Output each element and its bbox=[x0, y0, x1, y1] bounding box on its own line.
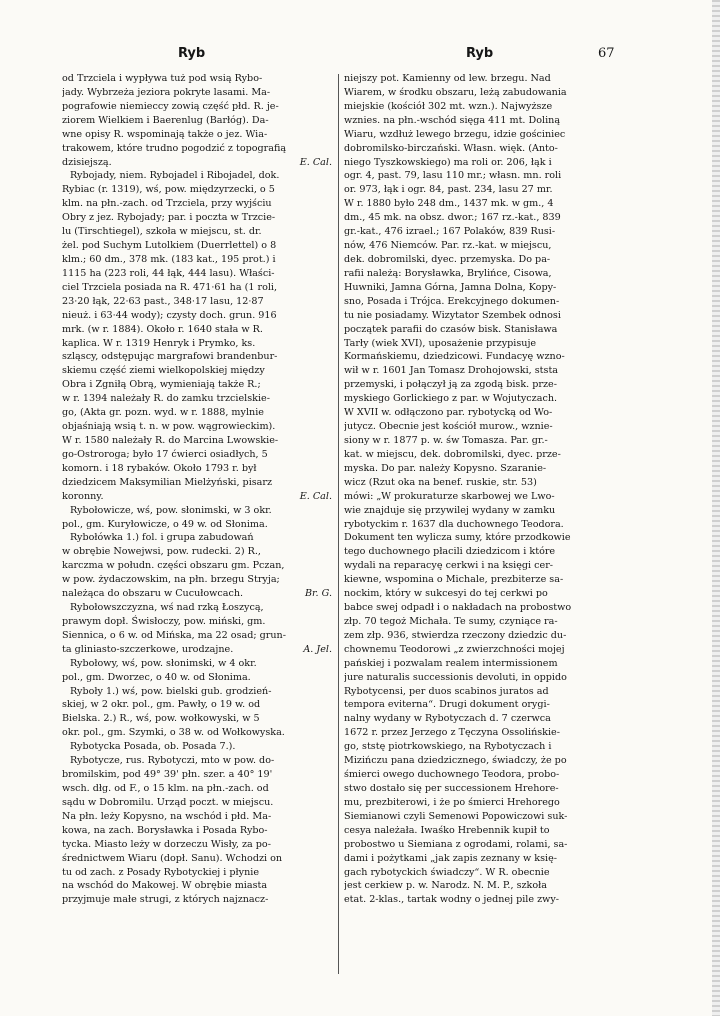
text-line: pol., gm. Dworzec, o 40 w. od Słonima. bbox=[62, 671, 251, 683]
text-line: klm. na płn.-zach. od Trzciela, przy wyjściu bbox=[62, 198, 272, 210]
text-line: mu, prezbiterowi, i że po śmierci Hrehorego bbox=[344, 796, 560, 808]
text-line: wsch. dłg. od F., o 15 klm. na płn.-zach. od bbox=[62, 783, 269, 795]
text-line: pol., gm. Kuryłowicze, o 49 w. od Słonima. bbox=[62, 518, 268, 530]
page-number: 67 bbox=[598, 46, 615, 61]
scan-edge bbox=[712, 0, 720, 1016]
text-line: złp. 70 tegoż Michała. Te sumy, czyniące ra- bbox=[344, 615, 558, 627]
text-line: Rybołowszczyzna, wś nad rzką Łoszycą, bbox=[70, 602, 264, 614]
text-line: myskiego Gorlickiego z par. w Wojutyczach. bbox=[344, 393, 558, 405]
running-head-right: Ryb bbox=[466, 46, 494, 61]
line-text: dzisiejszą. bbox=[62, 156, 112, 168]
text-line: Mizińczu pana dziedzicznego, świadczy, że po bbox=[344, 755, 567, 767]
line-text: ta gliniasto-szczerkowe, urodzajne. bbox=[62, 643, 234, 655]
text-line: jure naturalis successionis devoluti, in oppido bbox=[344, 671, 567, 683]
running-head-left: Ryb bbox=[178, 46, 206, 61]
text-line bbox=[62, 490, 332, 504]
text-line: zem złp. 936, stwierdza rzeczony dziedzic du- bbox=[344, 629, 567, 641]
text-line: Na płn. leży Kopysno, na wschód i płd. Ma- bbox=[62, 810, 272, 822]
text-line: gr.-kat., 476 izrael.; 167 Polaków, 839 Rusi- bbox=[344, 226, 556, 238]
text-line: skiej, w 2 okr. pol., gm. Pawły, o 19 w. od bbox=[62, 699, 261, 711]
text-line: 1672 r. przez Jerzego z Tęczyna Ossolińskie- bbox=[344, 727, 560, 739]
text-line: w obrębie Nowejwsi, pow. rudecki. 2) R., bbox=[62, 546, 261, 558]
text-line: go-Ostroroga; było 17 ćwierci osiadłych, 5 bbox=[62, 448, 268, 460]
text-line: jest cerkiew p. w. Narodz. N. M. P., szkoła bbox=[344, 880, 547, 892]
author-signature: E. Cal. bbox=[299, 156, 332, 168]
text-line: babce swej odpadł i o nakładach na probostwo bbox=[344, 602, 572, 614]
text-line: dami i pożytkami „jak zapis zeznany w księ- bbox=[344, 852, 557, 864]
text-line: go, (Akta gr. pozn. wyd. w r. 1888, mylnie bbox=[62, 407, 264, 419]
text-line: ziorem Wielkiem i Baerenlug (Barłóg). Da- bbox=[62, 114, 269, 126]
text-line: wie znajduje się przywilej wydany w zamku bbox=[344, 504, 556, 516]
text-line: etat. 2-klas., tartak wodny o jednej pile zwy- bbox=[344, 894, 560, 906]
text-line: kaplica. W r. 1319 Henryk i Prymko, ks. bbox=[62, 337, 256, 349]
text-line: tu od zach. z Posady Rybotyckiej i płynie bbox=[62, 866, 260, 878]
text-line: trakowem, które trudno pogodzić z topografią bbox=[62, 142, 287, 154]
text-line: Kormańskiemu, dziedzicowi. Fundacyę wzno- bbox=[344, 351, 565, 363]
text-line: W r. 1880 było 248 dm., 1437 mk. w gm., 4 bbox=[344, 198, 554, 210]
text-line: stwo dostało się per successionem Hrehore- bbox=[344, 783, 559, 795]
text-line: ogr. 4, past. 79, lasu 110 mr.; własn. mn. roli bbox=[344, 170, 562, 182]
text-line: mówi: „W prokuraturze skarbowej we Lwo- bbox=[344, 490, 555, 502]
text-line: początek parafii do czasów bisk. Stanisława bbox=[344, 323, 558, 335]
text-line: Rybojady, niem. Rybojadel i Ribojadel, dok. bbox=[70, 170, 280, 182]
text-line: wydali na reparacyę cerkwi i na księgi cer- bbox=[344, 560, 554, 572]
text-line: Wiaru, wzdłuż lewego brzegu, idzie gościniec bbox=[344, 128, 566, 140]
text-line: Obry z jez. Rybojady; par. i poczta w Trzcie- bbox=[62, 212, 276, 224]
line-text: należąca do obszaru w Cucułowcach. bbox=[62, 588, 244, 600]
text-line: cesya należała. Iwaśko Hrebennik kupił to bbox=[344, 824, 550, 836]
text-line: Siemianowi czyli Semenowi Popowiczowi suk- bbox=[344, 810, 568, 822]
text-line: probostwo u Siemiana z ogrodami, rolami, sa- bbox=[344, 838, 568, 850]
text-line: dziedzicem Maksymilian Mielżyński, pisarz bbox=[62, 476, 273, 488]
text-line: dm., 45 mk. na obsz. dwor.; 167 rz.-kat., 839 bbox=[344, 212, 561, 224]
text-line: sno, Posada i Trójca. Erekcyjnego dokumen- bbox=[344, 295, 560, 307]
text-line bbox=[62, 156, 332, 170]
text-line: komorn. i 18 rybaków. Około 1793 r. był bbox=[62, 462, 257, 474]
running-header bbox=[0, 46, 720, 68]
text-line: tu nie posiadamy. Wizytator Szembek odnosi bbox=[344, 309, 561, 321]
author-signature: E. Cal. bbox=[299, 490, 332, 502]
text-line: chownemu Teodorowi „z zwierzchności mojej bbox=[344, 643, 565, 655]
text-line: objaśniają wsią t. n. w pow. wągrowieckim). bbox=[62, 421, 276, 433]
text-line: tego duchownego płacili dziedzicom i które bbox=[344, 546, 556, 558]
text-line: go, ststę piotrkowskiego, na Rybotyczach i bbox=[344, 741, 552, 753]
text-line: przemyski, i połączył ją za zgodą bisk. prze- bbox=[344, 379, 557, 391]
text-line: siony w r. 1877 p. w. św Tomasza. Par. gr.- bbox=[344, 434, 548, 446]
text-line bbox=[62, 643, 332, 657]
text-line: klm.; 60 dm., 378 mk. (183 kat., 195 prot.) i bbox=[62, 253, 276, 265]
text-line: W XVII w. odłączono par. rybotycką od Wo- bbox=[344, 407, 553, 419]
author-signature: Br. G. bbox=[304, 588, 332, 600]
text-line: Huwniki, Jamna Górna, Jamna Dolna, Kopy- bbox=[344, 281, 557, 293]
text-line: bromilskim, pod 49° 39' płn. szer. a 40° 19' bbox=[62, 769, 273, 781]
text-line: śmierci owego duchownego Teodora, probo- bbox=[344, 769, 560, 781]
text-line: niejszy pot. Kamienny od lew. brzegu. Nad bbox=[344, 73, 551, 84]
text-line: jutycz. Obecnie jest kościół murow., wznie- bbox=[344, 421, 553, 433]
right-column bbox=[344, 72, 612, 907]
text-line: dobromilsko-birczański. Własn. więk. (Anto- bbox=[344, 142, 558, 154]
text-line: Ryboły 1.) wś, pow. bielski gub. grodzień- bbox=[70, 685, 272, 697]
text-line: wicz (Rzut oka na benef. ruskie, str. 53) bbox=[344, 476, 537, 488]
author-signature: A. Jel. bbox=[303, 643, 332, 655]
text-line: dek. dobromilski, dyec. przemyska. Do pa- bbox=[344, 253, 551, 265]
text-line bbox=[62, 587, 332, 601]
text-line: W r. 1580 należały R. do Marcina Lwowskie- bbox=[62, 434, 279, 446]
text-line: Wiarem, w środku obszaru, leżą zabudowania bbox=[344, 86, 567, 98]
text-line: kat. w miejscu, dek. dobromilski, dyec. prze- bbox=[344, 448, 561, 460]
text-line: nów, 476 Niemców. Par. rz.-kat. w miejscu, bbox=[344, 240, 552, 252]
text-line: or. 973, łąk i ogr. 84, past. 234, lasu 27 mr. bbox=[344, 184, 553, 196]
left-column bbox=[62, 72, 332, 907]
text-line: Siennica, o 6 w. od Mińska, ma 22 osad; grun- bbox=[62, 629, 286, 641]
line-text: koronny. bbox=[62, 490, 104, 502]
text-line: Rybiac (r. 1319), wś, pow. międzyrzecki, o 5 bbox=[62, 184, 275, 196]
text-line: lu (Tirschtiegel), szkoła w miejscu, st. dr. bbox=[62, 226, 262, 238]
text-line: ciel Trzciela posiada na R. 471·61 ha (1 roli, bbox=[62, 281, 278, 293]
text-line: szląscy, odstępując margrafowi brandenbur- bbox=[62, 351, 278, 363]
text-line: kowa, na zach. Borysławka i Posada Rybo- bbox=[62, 824, 268, 836]
text-line: 1115 ha (223 roli, 44 łąk, 444 lasu). Właści- bbox=[62, 267, 275, 279]
text-line: tempora eviterna“. Drugi dokument orygi- bbox=[344, 699, 550, 711]
column-rule bbox=[338, 74, 339, 974]
text-line: wił w r. 1601 Jan Tomasz Drohojowski, ststa bbox=[344, 365, 559, 377]
text-line: w pow. żydaczowskim, na płn. brzegu Stryja; bbox=[62, 574, 280, 586]
text-line: nieuż. i 63·44 wody); czysty doch. grun. 916 bbox=[62, 309, 277, 321]
text-line: okr. pol., gm. Szymki, o 38 w. od Wołkowyska. bbox=[62, 727, 285, 739]
text-line: na wschód do Makowej. W obrębie miasta bbox=[62, 880, 268, 892]
text-line: niego Tyszkowskiego) ma roli or. 206, łąk i bbox=[344, 156, 552, 168]
text-line: jady. Wybrzeża jeziora pokryte lasami. Ma- bbox=[62, 86, 271, 98]
text-line: Rybotycze, rus. Rybotyczi, mto w pow. do- bbox=[70, 755, 275, 767]
text-line: nalny wydany w Rybotyczach d. 7 czerwca bbox=[344, 713, 551, 725]
text-line: miejskie (kościół 302 mt. wzn.). Najwyższe bbox=[344, 100, 553, 112]
text-line: sądu w Dobromilu. Urząd poczt. w miejscu. bbox=[62, 796, 274, 808]
text-line: gach rybotyckich świadczy“. W R. obecnie bbox=[344, 866, 550, 878]
text-line: rafii należą: Borysławka, Brylińce, Cisowa, bbox=[344, 267, 552, 279]
text-line: przyjmuje małe strugi, z których najznacz- bbox=[62, 894, 269, 906]
text-line: w r. 1394 należały R. do zamku trzcielskie- bbox=[62, 393, 270, 405]
text-line: średnictwem Wiaru (dopł. Sanu). Wchodzi on bbox=[62, 852, 283, 864]
text-line: Rybołówka 1.) fol. i grupa zabudowań bbox=[70, 532, 254, 544]
text-line: kiewne, wspomina o Michale, prezbiterze sa- bbox=[344, 574, 564, 586]
text-line: Tarły (wiek XVI), uposażenie przypisuje bbox=[344, 337, 537, 349]
text-line: mrk. (w r. 1884). Około r. 1640 stała w R. bbox=[62, 323, 263, 335]
text-line: 23·20 łąk, 22·63 past., 348·17 lasu, 12·87 bbox=[62, 295, 264, 307]
text-line: od Trzciela i wypływa tuż pod wsią Rybo- bbox=[62, 73, 263, 84]
text-line: karczma w połudn. części obszaru gm. Pczan, bbox=[62, 560, 285, 572]
text-line: Dokument ten wylicza sumy, które przodkowie bbox=[344, 532, 571, 544]
text-line: Rybołowy, wś, pow. słonimski, w 4 okr. bbox=[70, 657, 257, 669]
text-line: myska. Do par. należy Kopysno. Szaranie- bbox=[344, 462, 547, 474]
text-line: Obra i Zgniłą Obrą, wymieniają także R.; bbox=[62, 379, 261, 391]
text-line: nockim, który w sukcesyi do tej cerkwi po bbox=[344, 588, 548, 600]
text-line: pańskiej i pozwalam realem intermissionem bbox=[344, 657, 558, 669]
text-line: pografowie niemieccy zowią część płd. R. je- bbox=[62, 100, 279, 112]
text-line: rybotyckim r. 1637 dla duchownego Teodora. bbox=[344, 518, 564, 530]
text-line: wne opisy R. wspominają także o jez. Wia- bbox=[62, 128, 268, 140]
text-line: żel. pod Suchym Lutolkiem (Duerrlettel) o 8 bbox=[62, 240, 277, 252]
text-line: wznies. na płn.-wschód sięga 411 mt. Doliną bbox=[344, 114, 561, 126]
text-line: Bielska. 2.) R., wś, pow. wołkowyski, w 5 bbox=[62, 713, 260, 725]
text-line: Rybotycka Posada, ob. Posada 7.). bbox=[70, 741, 236, 753]
text-line: Rybotycensi, per duos scabinos juratos ad bbox=[344, 685, 549, 697]
text-line: skiemu część ziemi wielkopolskiej między bbox=[62, 365, 265, 377]
text-line: prawym dopł. Świsłoczy, pow. miński, gm. bbox=[62, 615, 266, 627]
text-line: tycka. Miasto leży w dorzeczu Wisły, za po- bbox=[62, 838, 271, 850]
text-line: Rybołowicze, wś, pow. słonimski, w 3 okr. bbox=[70, 504, 272, 516]
